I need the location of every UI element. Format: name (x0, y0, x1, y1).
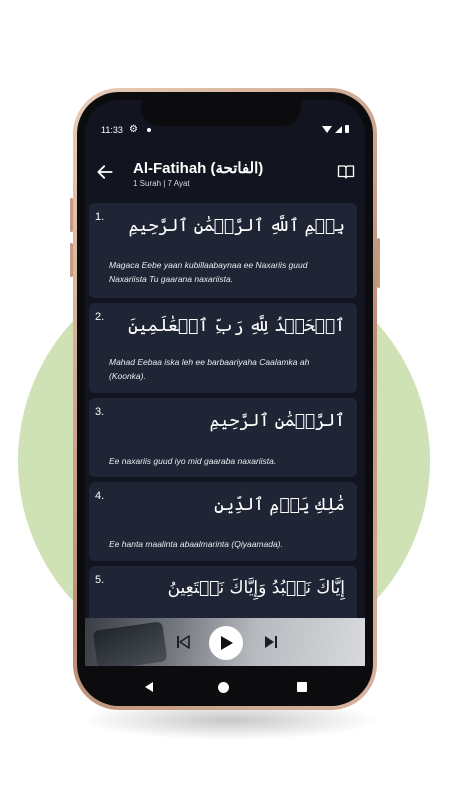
verse-card[interactable] (89, 566, 357, 626)
verse-card[interactable] (89, 482, 357, 561)
verse-translation: Ee naxariis guud iyo mid gaaraba naxariista. (109, 456, 277, 466)
app-bar (85, 156, 365, 196)
verse-arabic: بِسۡمِ ٱللَّهِ ٱلرَّحۡمَٰنِ ٱلرَّحِيمِ (128, 216, 345, 236)
nav-back-icon[interactable] (145, 682, 153, 692)
phone-frame (73, 88, 377, 710)
battery-icon (345, 125, 349, 133)
verse-card[interactable] (89, 303, 357, 393)
skip-next-icon[interactable] (263, 634, 279, 650)
arrow-left-icon[interactable] (95, 162, 115, 182)
book-open-icon[interactable] (337, 164, 355, 180)
wifi-icon (322, 126, 332, 133)
play-button[interactable] (209, 626, 243, 660)
page-subtitle: 1 Surah | 7 Ayat (133, 179, 190, 188)
gear-icon: ⚙ (129, 124, 138, 135)
volume-button-2 (70, 243, 73, 277)
verse-arabic: إِيَّاكَ نَعۡبُدُ وَإِيَّاكَ نَسۡتَعِينُ (167, 578, 345, 598)
verse-translation: Mahad Eebaa iska leh ee barbaariyaha Caalamka ah (Koonka). (109, 357, 310, 381)
status-indicators (322, 125, 349, 133)
verse-number: 1. (95, 211, 105, 223)
volume-button (70, 198, 73, 232)
play-icon (220, 635, 234, 651)
verse-number: 5. (95, 574, 105, 586)
verse-arabic: ٱلۡحَمۡدُ لِلَّهِ رَبِّ ٱلۡعَٰلَمِينَ (128, 316, 345, 336)
notch (141, 100, 301, 126)
verse-card[interactable] (89, 203, 357, 298)
phone-bezel (77, 92, 373, 706)
verse-list (89, 203, 357, 631)
verse-translation: Ee hanta maalinta abaalmarinta (Qiyaamada). (109, 539, 283, 549)
app-screen (85, 100, 365, 698)
verse-card[interactable] (89, 398, 357, 477)
skip-previous-icon[interactable] (175, 634, 191, 650)
power-button (377, 238, 380, 288)
audio-player (85, 618, 365, 666)
nav-home-icon[interactable] (218, 682, 229, 693)
verse-number: 4. (95, 490, 105, 502)
notification-dot-icon (147, 128, 151, 132)
status-time: 11:33 (101, 125, 123, 135)
verse-number: 3. (95, 406, 105, 418)
verse-arabic: ٱلرَّحۡمَٰنِ ٱلرَّحِيمِ (209, 411, 345, 431)
verse-arabic: مَٰلِكِ يَوۡمِ ٱلدِّينِ (214, 495, 345, 515)
page-title: Al-Fatihah (الفاتحة) (133, 160, 264, 177)
system-nav-bar (85, 666, 365, 698)
nav-recent-icon[interactable] (297, 682, 307, 692)
signal-icon (335, 126, 342, 133)
verse-translation: Magaca Eebe yaan kubillaabaynaa ee Naxariis guud Naxariista Tu gaarana naxariista. (109, 260, 308, 284)
verse-number: 2. (95, 311, 105, 323)
